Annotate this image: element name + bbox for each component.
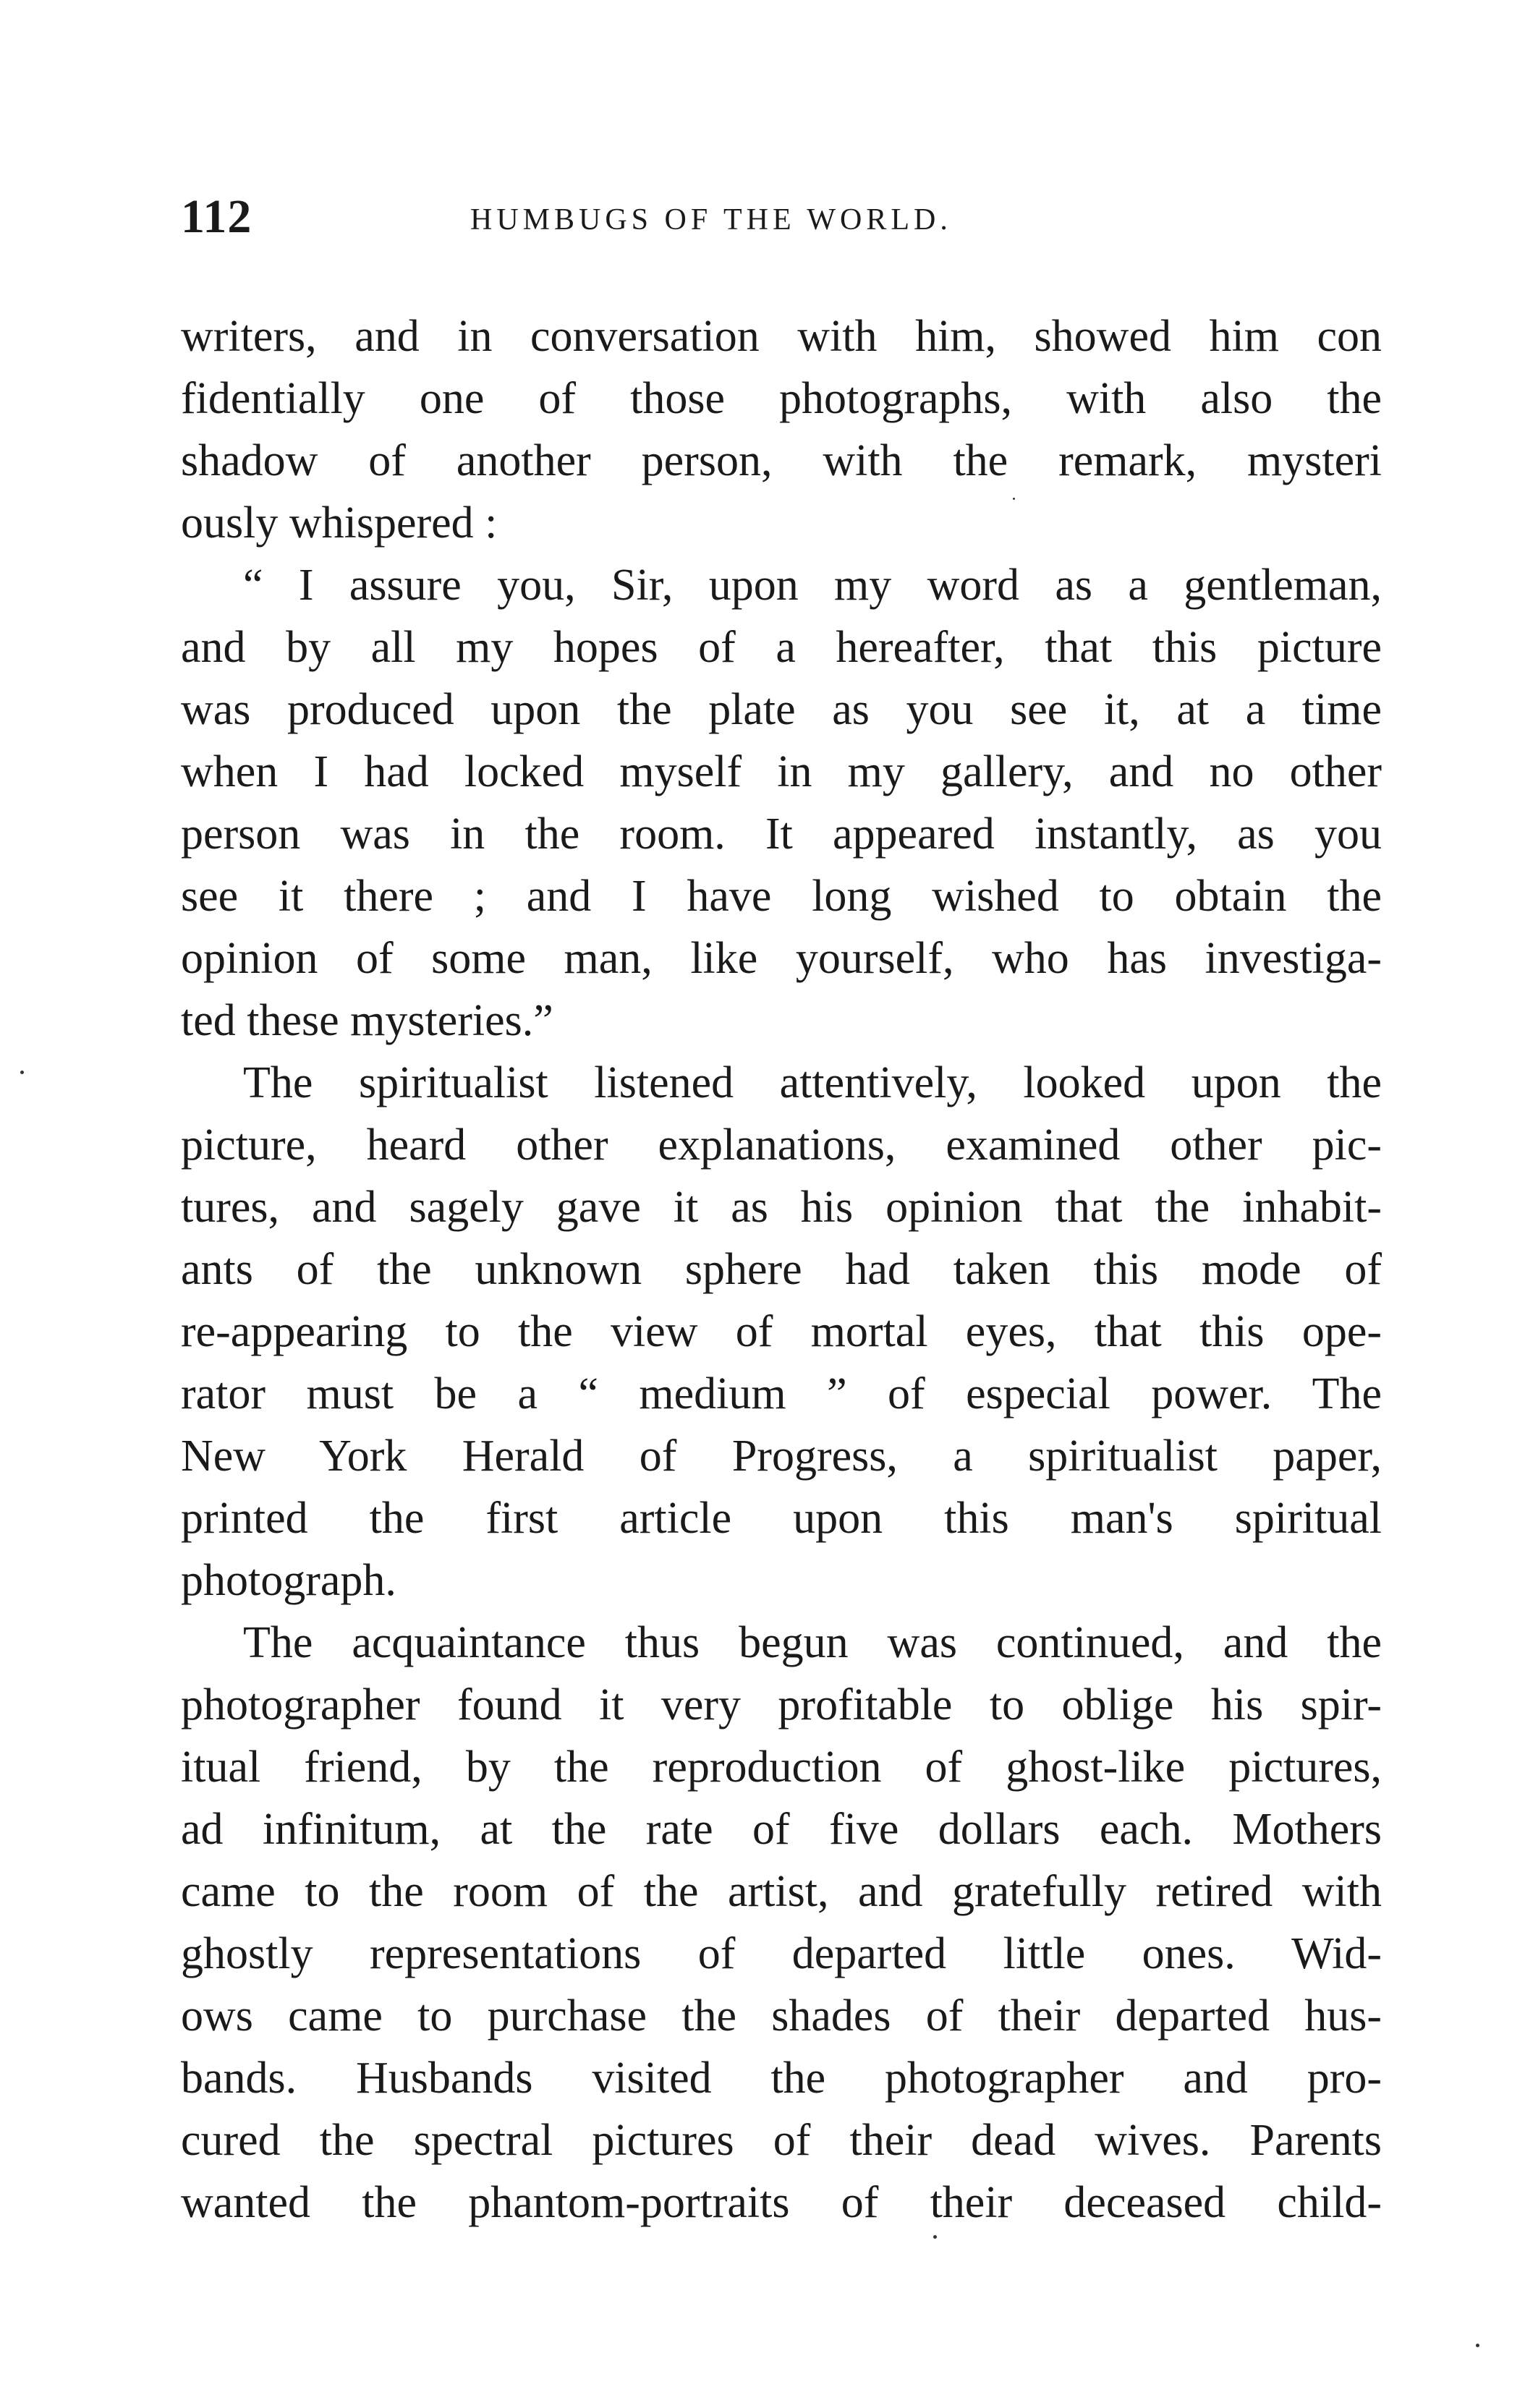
text-line: opinion of some man, like yourself, who has investiga-: [181, 934, 1382, 983]
text-line: photographer found it very profitable to oblige his spir-: [181, 1680, 1382, 1730]
text-line: when I had locked myself in my gallery, and no other: [181, 747, 1382, 796]
text-line: “ I assure you, Sir, upon my word as a gentleman,: [243, 561, 1382, 610]
text-line: The spiritualist listened attentively, looked upon the: [243, 1058, 1382, 1107]
text-line: ows came to purchase the shades of their departed hus-: [181, 1991, 1382, 2041]
text-line: picture, heard other explanations, examined other pic-: [181, 1120, 1382, 1170]
text-line: photograph.: [181, 1556, 396, 1605]
text-line: was produced upon the plate as you see it, at a time: [181, 685, 1382, 734]
text-line: printed the first article upon this man's spiritual: [181, 1494, 1382, 1543]
paper-speck: [933, 2235, 937, 2239]
text-line: itual friend, by the reproduction of ghost-like pictures,: [181, 1743, 1382, 1792]
text-line: re-appearing to the view of mortal eyes, that this ope-: [181, 1307, 1382, 1356]
paper-speck: [1013, 498, 1015, 500]
text-line: ously whispered :: [181, 498, 498, 548]
text-line: writers, and in conversation with him, showed him con: [181, 312, 1382, 361]
text-line: came to the room of the artist, and gratefully retired with: [181, 1867, 1382, 1916]
page-header: [181, 190, 1396, 255]
page-number: 112: [181, 190, 252, 243]
text-line: ants of the unknown sphere had taken this mode of: [181, 1245, 1382, 1294]
text-line: fidentially one of those photographs, with also the: [181, 374, 1382, 423]
text-line: ghostly representations of departed little ones. Wid-: [181, 1929, 1382, 1978]
text-line: New York Herald of Progress, a spiritualist paper,: [181, 1431, 1382, 1481]
text-line: The acquaintance thus begun was continued, and the: [243, 1618, 1382, 1667]
text-line: rator must be a “ medium ” of especial power. The: [181, 1369, 1382, 1418]
text-line: shadow of another person, with the remark, mysteri: [181, 436, 1382, 485]
text-line: ted these mysteries.”: [181, 996, 553, 1045]
text-line: wanted the phantom-portraits of their deceased child-: [181, 2178, 1382, 2227]
running-head: HUMBUGS OF THE WORLD.: [470, 203, 952, 237]
paper-speck: [20, 1071, 24, 1074]
paper-speck: [1476, 2344, 1479, 2347]
text-line: tures, and sagely gave it as his opinion that the inhabit-: [181, 1183, 1382, 1232]
text-line: bands. Husbands visited the photographer and pro-: [181, 2054, 1382, 2103]
text-line: cured the spectral pictures of their dead wives. Parents: [181, 2116, 1382, 2165]
body-text: [181, 305, 1382, 2234]
text-line: person was in the room. It appeared instantly, as you: [181, 809, 1382, 859]
text-line: ad infinitum, at the rate of five dollars each. Mothers: [181, 1805, 1382, 1854]
text-line: see it there ; and I have long wished to obtain the: [181, 872, 1382, 921]
text-line: and by all my hopes of a hereafter, that this picture: [181, 623, 1382, 672]
